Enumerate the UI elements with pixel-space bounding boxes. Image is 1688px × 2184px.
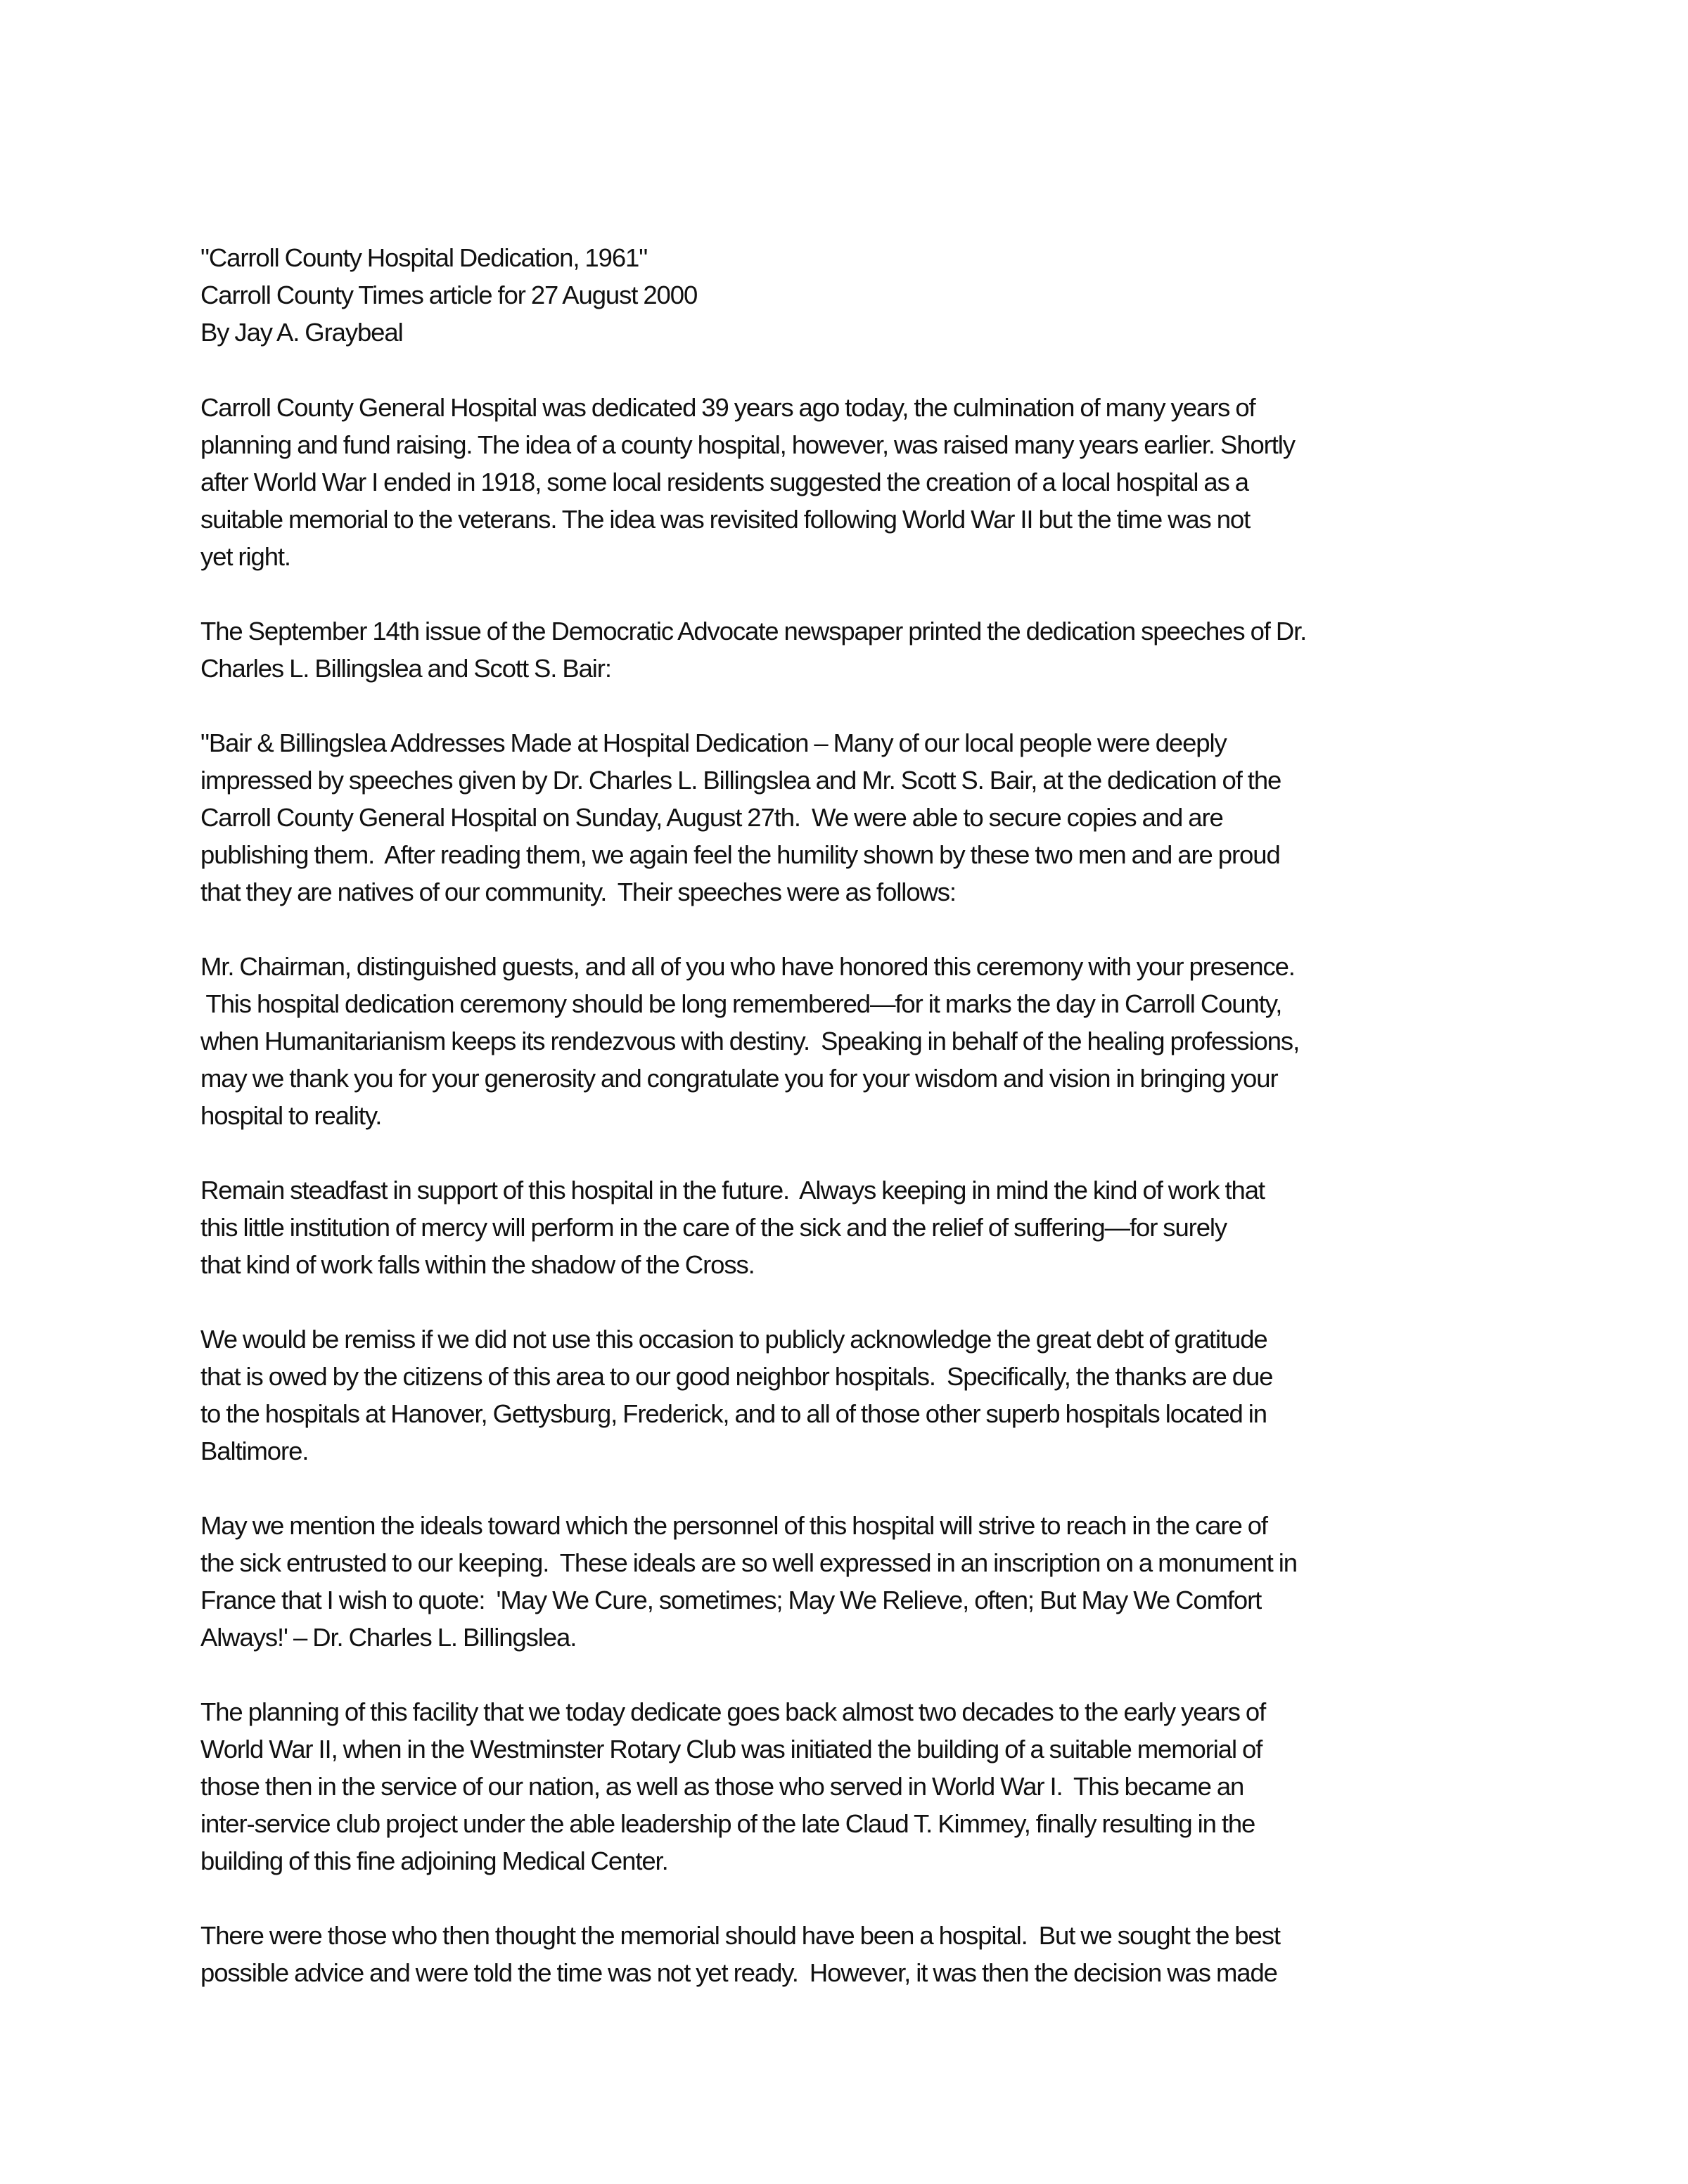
text-line: Always!' – Dr. Charles L. Billingslea. [200,1623,577,1652]
text-line: yet right. [200,542,290,571]
text-line: the sick entrusted to our keeping. These ideals are so well expressed in an inscription on a monument in [200,1548,1297,1577]
article-title: "Carroll County Hospital Dedication, 1961" [200,243,648,272]
text-line: This hospital dedication ceremony should be long remembered—for it marks the day in Carroll County, [200,989,1282,1018]
text-line: inter-service club project under the able leadership of the late Claud T. Kimmey, finally resulting in the [200,1809,1255,1838]
text-line: this little institution of mercy will perform in the care of the sick and the relief of suffering—for surely [200,1213,1227,1242]
paragraph-memorial-hospital [200,1917,1523,1991]
text-line: that kind of work falls within the shadow of the Cross. [200,1250,755,1279]
paragraph-intro [200,389,1523,575]
text-line: that is owed by the citizens of this area to our good neighbor hospitals. Specifically, the thanks are due [200,1362,1273,1391]
text-line: The planning of this facility that we today dedicate goes back almost two decades to the early years of [200,1697,1266,1726]
paragraph-ideals [200,1507,1523,1656]
text-line: possible advice and were told the time was not yet ready. However, it was then the decision was made [200,1958,1277,1987]
text-line: when Humanitarianism keeps its rendezvous with destiny. Speaking in behalf of the healing professions, [200,1027,1300,1055]
text-line: impressed by speeches given by Dr. Charles L. Billingslea and Mr. Scott S. Bair, at the dedication of the [200,766,1281,795]
paragraph-quoted-intro [200,724,1523,911]
text-line: World War II, when in the Westminster Rotary Club was initiated the building of a suitable memorial of [200,1735,1262,1764]
text-line: may we thank you for your generosity and congratulate you for your wisdom and vision in bringing your [200,1064,1278,1093]
text-line: We would be remiss if we did not use this occasion to publicly acknowledge the great debt of gratitude [200,1325,1267,1354]
byline: By Jay A. Graybeal [200,318,403,347]
text-line: May we mention the ideals toward which the personnel of this hospital will strive to reach in the care of [200,1511,1267,1540]
paragraph-newspaper-note [200,612,1523,687]
text-line: suitable memorial to the veterans. The idea was revisited following World War II but the time was not [200,505,1251,534]
text-line: Mr. Chairman, distinguished guests, and all of you who have honored this ceremony with your presence. [200,952,1295,981]
text-line: Charles L. Billingslea and Scott S. Bair: [200,654,611,683]
text-line: Remain steadfast in support of this hospital in the future. Always keeping in mind the kind of work that [200,1176,1265,1205]
text-line: those then in the service of our nation, as well as those who served in World War I. This became an [200,1772,1244,1801]
text-line: planning and fund raising. The idea of a county hospital, however, was raised many years earlier. Shortly [200,430,1295,459]
paragraph-gratitude [200,1321,1523,1470]
text-line: France that I wish to quote: 'May We Cure, sometimes; May We Relieve, often; But May We Comfort [200,1586,1262,1614]
text-line: hospital to reality. [200,1101,382,1130]
text-line: after World War I ended in 1918, some local residents suggested the creation of a local hospital as a [200,468,1248,496]
text-line: publishing them. After reading them, we again feel the humility shown by these two men and are proud [200,840,1280,869]
text-line: building of this fine adjoining Medical Center. [200,1846,668,1875]
text-line: The September 14th issue of the Democratic Advocate newspaper printed the dedication speeches of Dr. [200,617,1307,645]
text-line: Carroll County General Hospital on Sunday, August 27th. We were able to secure copies and are [200,803,1223,832]
text-line: Baltimore. [200,1437,309,1465]
text-line: to the hospitals at Hanover, Gettysburg, Frederick, and to all of those other superb hospitals located in [200,1399,1267,1428]
publication-line: Carroll County Times article for 27 August 2000 [200,281,698,309]
paragraph-speech-opening [200,948,1523,1134]
text-line: "Bair & Billingslea Addresses Made at Hospital Dedication – Many of our local people were deeply [200,728,1227,757]
text-line: There were those who then thought the memorial should have been a hospital. But we sought the best [200,1921,1280,1950]
text-line: that they are natives of our community. Their speeches were as follows: [200,878,956,906]
paragraph-steadfast [200,1171,1523,1283]
paragraph-planning [200,1693,1523,1880]
text-line: Carroll County General Hospital was dedicated 39 years ago today, the culmination of many years of [200,393,1255,422]
article-header [200,239,1523,351]
